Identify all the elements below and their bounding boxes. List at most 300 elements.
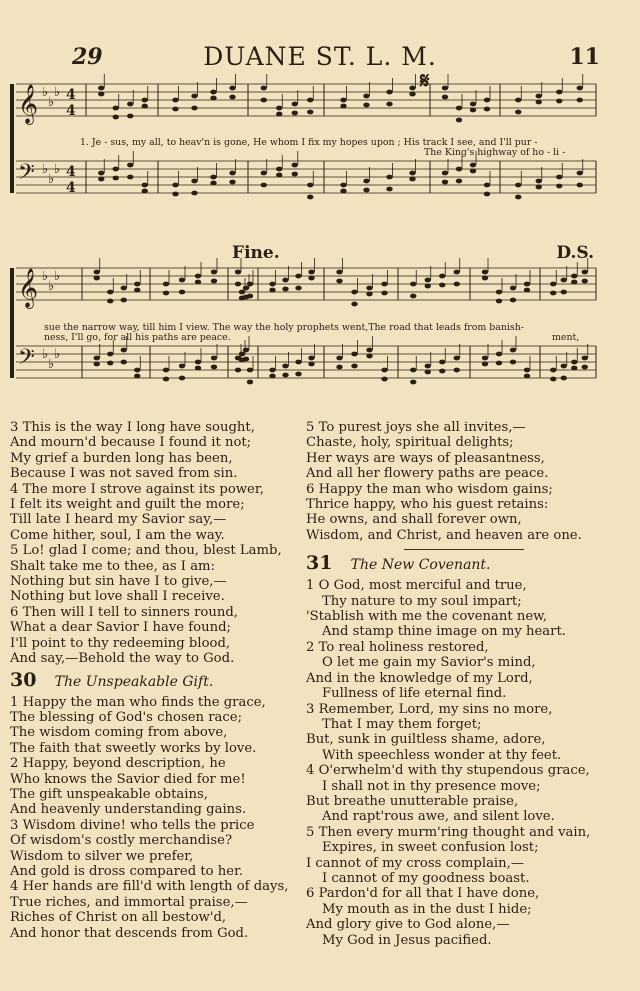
lyric-system2-line3: ment, [552, 332, 580, 343]
note-head [409, 92, 415, 97]
note-head [282, 287, 288, 292]
note-head [363, 179, 369, 184]
lyric-system2-line2: ness, I'll go, for all his paths are peace. [44, 332, 231, 343]
note-head [308, 270, 314, 275]
note-head [351, 364, 357, 369]
flat-sign: ♭ [42, 347, 49, 362]
note-head [113, 167, 119, 172]
note-head [191, 94, 197, 99]
note-head [454, 282, 460, 287]
note-head [127, 163, 133, 168]
note-head [381, 282, 387, 287]
note-head [107, 290, 113, 295]
note-head [94, 362, 100, 367]
note-head [191, 106, 197, 111]
verse-line: I cannot of my goodness boast. [322, 870, 530, 886]
note-head [496, 352, 502, 357]
note-head [276, 167, 282, 172]
note-head [484, 98, 490, 103]
flat-sign: ♭ [42, 269, 49, 284]
verse-line: 6 Happy the man who wisdom gains; [306, 481, 553, 497]
verse-line: My God in Jesus pacified. [322, 932, 492, 948]
verse-line: 1 O God, most merciful and true, [306, 578, 527, 594]
note-head [556, 175, 562, 180]
note-head [269, 368, 275, 373]
note-head [247, 294, 253, 299]
note-head [94, 356, 100, 361]
note-head [276, 112, 282, 117]
segno-sign: 𝄋 [420, 68, 430, 94]
note-head [515, 98, 521, 103]
verse [306, 482, 622, 544]
note-head [191, 191, 197, 196]
note-head [556, 184, 562, 189]
note-head [282, 278, 288, 283]
note-head [496, 299, 502, 304]
time-signature: 4 [66, 164, 76, 180]
verse-line: I cannot of my cross complain,— [306, 855, 525, 871]
note-head [276, 173, 282, 178]
verse-line: The gift unspeakable obtains, [10, 786, 208, 802]
note-head [142, 183, 148, 188]
note-head [510, 298, 516, 303]
verse-line: 5 Then every murm'ring thought and vain, [306, 824, 591, 840]
note-head [172, 183, 178, 188]
verse [10, 605, 300, 667]
note-head [179, 376, 185, 381]
note-head [456, 167, 462, 172]
hymn-heading [306, 552, 622, 575]
flat-sign: ♭ [54, 85, 61, 100]
verse [10, 756, 300, 818]
note-head [292, 163, 298, 168]
note-head [210, 181, 216, 186]
note-head [536, 94, 542, 99]
note-head [127, 102, 133, 107]
note-head [292, 111, 298, 116]
note-head [524, 282, 530, 287]
hymn-heading [10, 668, 300, 692]
note-head [363, 188, 369, 193]
lyric-system2-line1: sue the narrow way, till him I view. The way the holy prophets went,The road that leads from banish- [44, 322, 524, 333]
verse-line: Nothing but sin have I to give,— [10, 574, 227, 590]
note-head [195, 366, 201, 371]
verse-line: Because I was not saved from sin. [10, 466, 238, 482]
verse-line: But, sunk in guiltless shame, adore, [306, 732, 546, 748]
note-head [470, 163, 476, 168]
note-head [336, 279, 342, 284]
note-head [276, 106, 282, 111]
note-head [410, 380, 416, 385]
note-head [163, 282, 169, 287]
note-head [439, 274, 445, 279]
verse-line: And all her flowery paths are peace. [306, 466, 549, 482]
verse [306, 420, 622, 482]
note-head [243, 357, 249, 362]
note-head [439, 360, 445, 365]
note-head [210, 90, 216, 95]
note-head [515, 183, 521, 188]
note-head [142, 98, 148, 103]
flat-sign: ♭ [42, 162, 49, 177]
note-head [269, 282, 275, 287]
note-head [239, 352, 245, 357]
note-head [94, 270, 100, 275]
note-head [484, 107, 490, 112]
note-head [351, 302, 357, 307]
right-text-column [306, 420, 622, 948]
note-head [113, 115, 119, 120]
note-head [366, 286, 372, 291]
note-head [307, 98, 313, 103]
flat-sign: ♭ [48, 172, 55, 187]
note-head [582, 365, 588, 370]
verse-line: My mouth as in the dust I hide; [322, 901, 532, 917]
note-head [98, 177, 104, 182]
verse [306, 702, 622, 764]
verse-line: Chaste, holy, spiritual delights; [306, 435, 514, 451]
note-head [340, 104, 346, 109]
verse-line: Thrice happy, who his guest retains: [306, 497, 549, 513]
note-head [561, 290, 567, 295]
note-head [484, 183, 490, 188]
note-head [550, 377, 556, 382]
verse [306, 578, 622, 640]
verse-line: And in the knowledge of my Lord, [306, 670, 533, 686]
note-head [307, 110, 313, 115]
verse-line: The faith that sweetly works by love. [10, 740, 257, 756]
note-head [456, 106, 462, 111]
note-head [425, 284, 431, 289]
note-head [229, 86, 235, 91]
note-head [308, 362, 314, 367]
note-head [366, 348, 372, 353]
note-head [235, 282, 241, 287]
fine-marker: Fine. [232, 243, 280, 263]
hymn-number: 30 [10, 668, 37, 691]
verse [306, 763, 622, 825]
hymn-number: 31 [306, 552, 333, 575]
ds-marker: D.S. [556, 243, 594, 263]
note-head [163, 291, 169, 296]
note-head [442, 171, 448, 176]
note-head [571, 366, 577, 371]
note-head [239, 290, 245, 295]
note-head [381, 291, 387, 296]
note-head [577, 183, 583, 188]
note-head [134, 282, 140, 287]
note-head [410, 368, 416, 373]
verse-line: Expires, in sweet confusion lost; [322, 840, 539, 856]
flat-sign: ♭ [48, 279, 55, 294]
flat-sign: ♭ [54, 347, 61, 362]
note-head [363, 103, 369, 108]
verse-line: With speechless wonder at thy feet. [322, 747, 562, 763]
note-head [454, 368, 460, 373]
verse-line: And honor that descends from God. [10, 925, 249, 941]
note-head [107, 299, 113, 304]
note-head [134, 368, 140, 373]
verse-line: And stamp thine image on my heart. [322, 624, 566, 640]
treble-clef: 𝄞 [18, 84, 39, 124]
bass-clef: 𝄢 [18, 345, 35, 375]
note-head [121, 360, 127, 365]
note-head [127, 175, 133, 180]
verse-line: 4 The more I strove against its power, [10, 481, 264, 497]
time-signature: 4 [66, 87, 76, 103]
note-head [515, 195, 521, 200]
section-divider [404, 549, 524, 550]
note-head [134, 374, 140, 379]
verse-line: And gold is dross compared to her. [10, 863, 244, 879]
note-head [425, 364, 431, 369]
verse-line: I'll point to thy redeeming blood, [10, 635, 231, 651]
note-head [561, 278, 567, 283]
verse [10, 543, 300, 605]
note-head [409, 171, 415, 176]
note-head [336, 270, 342, 275]
note-head [195, 280, 201, 285]
note-head [261, 183, 267, 188]
verse-line: And glory give to God alone,— [306, 917, 510, 933]
verse-line: 5 To purest joys she all invites,— [306, 420, 526, 435]
verse-line: And say,—Behold the way to God. [10, 651, 235, 667]
verse-line: 'Stablish with me the covenant new, [306, 609, 548, 625]
note-head [172, 107, 178, 112]
note-head [235, 270, 241, 275]
verse-line: Wisdom to silver we prefer, [10, 848, 194, 864]
verse-line: 6 Pardon'd for all that I have done, [306, 886, 540, 902]
note-head [295, 360, 301, 365]
note-head [127, 114, 133, 119]
note-head [172, 98, 178, 103]
note-head [556, 90, 562, 95]
note-head [243, 348, 249, 353]
flat-sign: ♭ [48, 95, 55, 110]
verse [10, 818, 300, 880]
note-head [456, 118, 462, 123]
lyric-system1-line2: The King's highway of ho - li - [424, 147, 566, 158]
verse-line: And heavenly understanding gains. [10, 802, 247, 818]
note-head [381, 368, 387, 373]
note-head [409, 86, 415, 91]
page-number-left: 29 [72, 44, 103, 70]
note-head [247, 380, 253, 385]
hymn-title: The Unspeakable Gift. [54, 673, 214, 690]
note-head [582, 279, 588, 284]
verse-line: I shall not in thy presence move; [322, 778, 541, 794]
verse-line: Her ways are ways of pleasantness, [306, 450, 545, 466]
note-head [442, 86, 448, 91]
note-head [340, 98, 346, 103]
note-head [211, 356, 217, 361]
verse-line: 4 O'erwhelm'd with thy stupendous grace, [306, 763, 590, 779]
note-head [295, 286, 301, 291]
verse-line: Riches of Christ on all bestow'd, [10, 910, 227, 926]
note-head [142, 104, 148, 109]
note-head [269, 288, 275, 293]
flat-sign: ♭ [54, 162, 61, 177]
note-head [425, 278, 431, 283]
verse-line: Shalt take me to thee, as I am: [10, 558, 215, 574]
note-head [113, 176, 119, 181]
note-head [577, 86, 583, 91]
note-head [366, 292, 372, 297]
note-head [179, 364, 185, 369]
note-head [121, 298, 127, 303]
note-head [282, 373, 288, 378]
bass-clef: 𝄢 [18, 160, 35, 190]
verse-line: 5 Lo! glad I come; and thou, blest Lamb, [10, 543, 282, 559]
verse-line: I felt its weight and guilt the more; [10, 497, 245, 513]
note-head [229, 95, 235, 100]
note-head [577, 171, 583, 176]
verse-line: 2 To real holiness restored, [306, 639, 489, 655]
note-head [351, 290, 357, 295]
music-score [0, 0, 640, 420]
tune-title: DUANE ST. L. M. [203, 42, 437, 71]
note-head [172, 192, 178, 197]
verse [306, 886, 622, 948]
hymn-title: The New Covenant. [350, 557, 491, 574]
verse-line: And mourn'd because I found it not; [10, 435, 252, 451]
note-head [247, 368, 253, 373]
note-head [454, 356, 460, 361]
note-head [550, 291, 556, 296]
note-head [524, 374, 530, 379]
note-head [577, 98, 583, 103]
note-head [410, 282, 416, 287]
note-head [307, 195, 313, 200]
verse-line: 3 Wisdom divine! who tells the price [10, 817, 255, 833]
verse-line: 1 Happy the man who finds the grace, [10, 694, 266, 710]
note-head [308, 276, 314, 281]
note-head [366, 354, 372, 359]
note-head [292, 172, 298, 177]
note-head [163, 368, 169, 373]
note-head [381, 377, 387, 382]
note-head [94, 276, 100, 281]
note-head [261, 171, 267, 176]
flat-sign: ♭ [54, 269, 61, 284]
verse [10, 695, 300, 757]
note-head [550, 282, 556, 287]
note-head [211, 270, 217, 275]
verse-line: That I may them forget; [322, 716, 482, 732]
verse-line: Nothing but love shall I receive. [10, 589, 225, 605]
note-head [571, 280, 577, 285]
verse [10, 879, 300, 941]
verse-line: O let me gain my Savior's mind, [322, 655, 536, 671]
note-head [482, 276, 488, 281]
verse-line: Till late I heard my Savior say,— [10, 512, 227, 528]
note-head [191, 179, 197, 184]
note-head [134, 288, 140, 293]
verse-line: My grief a burden long has been, [10, 450, 233, 466]
verse-line: True riches, and immortal praise,— [10, 894, 248, 910]
verse-line: Who knows the Savior died for me! [10, 771, 246, 787]
verse-line: Thy nature to my soul impart; [322, 593, 522, 609]
note-head [98, 92, 104, 97]
verse-line: But breathe unutterable praise, [306, 793, 519, 809]
note-head [442, 95, 448, 100]
note-head [142, 189, 148, 194]
note-head [482, 356, 488, 361]
note-head [571, 274, 577, 279]
note-head [269, 374, 275, 379]
note-head [510, 286, 516, 291]
note-head [439, 369, 445, 374]
note-head [439, 283, 445, 288]
verse-line: 3 Remember, Lord, my sins no more, [306, 701, 553, 717]
verse [10, 482, 300, 544]
left-text-column [10, 420, 300, 941]
note-head [98, 86, 104, 91]
note-head [243, 286, 249, 291]
verse [10, 420, 300, 482]
note-head [386, 175, 392, 180]
note-head [409, 177, 415, 182]
note-head [282, 364, 288, 369]
note-head [470, 169, 476, 174]
note-head [571, 360, 577, 365]
note-head [510, 360, 516, 365]
note-head [107, 361, 113, 366]
note-head [496, 290, 502, 295]
note-head [179, 278, 185, 283]
note-head [442, 180, 448, 185]
note-head [229, 180, 235, 185]
note-head [454, 270, 460, 275]
verse-line: And rapt'rous awe, and silent love. [322, 809, 555, 825]
note-head [515, 110, 521, 115]
treble-clef: 𝄞 [18, 268, 39, 308]
note-head [307, 183, 313, 188]
note-head [211, 279, 217, 284]
note-head [235, 368, 241, 373]
note-head [98, 171, 104, 176]
note-head [340, 189, 346, 194]
note-head [210, 175, 216, 180]
verse-line: He owns, and shall forever own, [306, 512, 522, 528]
note-head [363, 94, 369, 99]
note-head [107, 352, 113, 357]
note-head [536, 100, 542, 105]
verse-line: Fullness of life eternal find. [322, 686, 507, 702]
note-head [211, 365, 217, 370]
note-head [261, 86, 267, 91]
note-head [295, 372, 301, 377]
verse-line: What a dear Savior I have found; [10, 620, 231, 636]
note-head [561, 376, 567, 381]
note-head [496, 361, 502, 366]
note-head [510, 348, 516, 353]
verse [306, 640, 622, 702]
note-head [470, 102, 476, 107]
note-head [536, 185, 542, 190]
verse-line: Of wisdom's costly merchandise? [10, 833, 233, 849]
note-head [484, 192, 490, 197]
verse-line: 3 This is the way I long have sought, [10, 420, 255, 435]
note-head [410, 294, 416, 299]
verse-line: 4 Her hands are fill'd with length of days, [10, 879, 289, 895]
note-head [229, 171, 235, 176]
note-head [336, 356, 342, 361]
note-head [561, 364, 567, 369]
note-head [308, 356, 314, 361]
verse-line: The blessing of God's chosen race; [10, 709, 243, 725]
note-head [425, 370, 431, 375]
